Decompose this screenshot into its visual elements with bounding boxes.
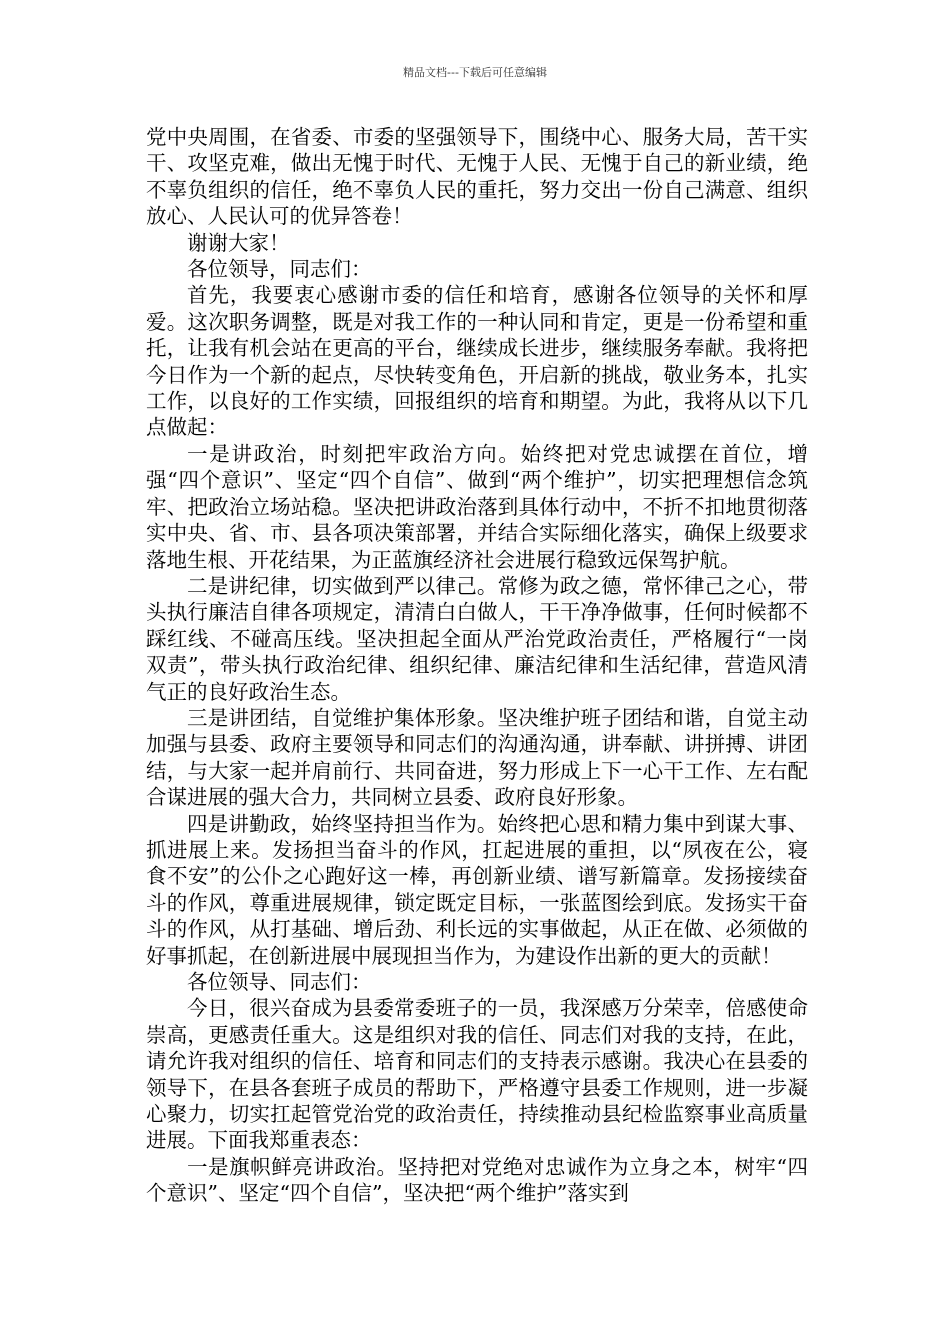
paragraph: 首先，我要衷心感谢市委的信任和培育，感谢各位领导的关怀和厚爱。这次职务调整，既是对我工作的一种认同和肯定，更是一份希望和重托，让我有机会站在更高的平台，继续成长进步，继续服务奉献。我将把今日作为一个新的起点，尽快转变角色，开启新的挑战，敬业务本，扎实工作，以良好的工作实绩，回报组织的培育和期望。为此，我将从以下几点做起： [146,283,808,440]
paragraph: 一是讲政治，时刻把牢政治方向。始终把对党忠诚摆在首位，增强“四个意识”、坚定“四个自信”、做到“两个维护”，切实把理想信念筑牢、把政治立场站稳。坚决把讲政治落到具体行动中，不折不扣地贯彻落实中央、省、市、县各项决策部署，并结合实际细化落实，确保上级要求落地生根、开花结果，为正蓝旗经济社会进展行稳致远保驾护航。 [146,441,808,572]
paragraph: 三是讲团结，自觉维护集体形象。坚决维护班子团结和谐，自觉主动加强与县委、政府主要领导和同志们的沟通沟通，讲奉献、讲拼搏、讲团结，与大家一起并肩前行、共同奋进，努力形成上下一心干工作、左右配合谋进展的强大合力，共同树立县委、政府良好形象。 [146,705,808,810]
paragraph: 四是讲勤政，始终坚持担当作为。始终把心思和精力集中到谋大事、抓进展上来。发扬担当奋斗的作风，扛起进展的重担，以“夙夜在公，寝食不安”的公仆之心跑好这一棒，再创新业绩、谱写新篇章。发扬接续奋斗的作风，尊重进展规律，锁定既定目标，一张蓝图绘到底。发扬实干奋斗的作风，从打基础、增后劲、利长远的实事做起，从正在做、必须做的好事抓起，在创新进展中展现担当作为，为建设作出新的更大的贡献！ [146,811,808,968]
document-body [146,124,808,1207]
paragraph: 各位领导，同志们： [187,257,372,282]
page-header: 精品文档---下载后可任意编辑 [403,66,547,79]
paragraph: 今日，很兴奋成为县委常委班子的一员，我深感万分荣幸，倍感使命崇高，更感责任重大。这是组织对我的信任、同志们对我的支持，在此，请允许我对组织的信任、培育和同志们的支持表示感谢。我决心在县委的领导下，在县各套班子成员的帮助下，严格遵守县委工作规则，进一步凝心聚力，切实扛起管党治党的政治责任，持续推动县纪检监察事业高质量进展。下面我郑重表态： [146,996,808,1153]
paragraph: 一是旗帜鲜亮讲政治。坚持把对党绝对忠诚作为立身之本，树牢“四个意识”、坚定“四个自信”，坚决把“两个维护”落实到 [146,1154,808,1206]
paragraph: 二是讲纪律，切实做到严以律己。常修为政之德，常怀律己之心，带头执行廉洁自律各项规定，清清白白做人，干干净净做事，任何时候都不踩红线、不碰高压线。坚决担起全面从严治党政治责任，严格履行“一岗双责”，带头执行政治纪律、组织纪律、廉洁纪律和生活纪律，营造风清气正的良好政治生态。 [146,573,808,704]
paragraph: 谢谢大家！ [187,230,290,255]
paragraph: 党中央周围，在省委、市委的坚强领导下，围绕中心、服务大局，苦干实干、攻坚克难，做出无愧于时代、无愧于人民、无愧于自己的新业绩，绝不辜负组织的信任，绝不辜负人民的重托，努力交出一份自己满意、组织放心、人民认可的优异答卷！ [146,125,808,229]
paragraph: 各位领导、同志们： [187,970,372,994]
